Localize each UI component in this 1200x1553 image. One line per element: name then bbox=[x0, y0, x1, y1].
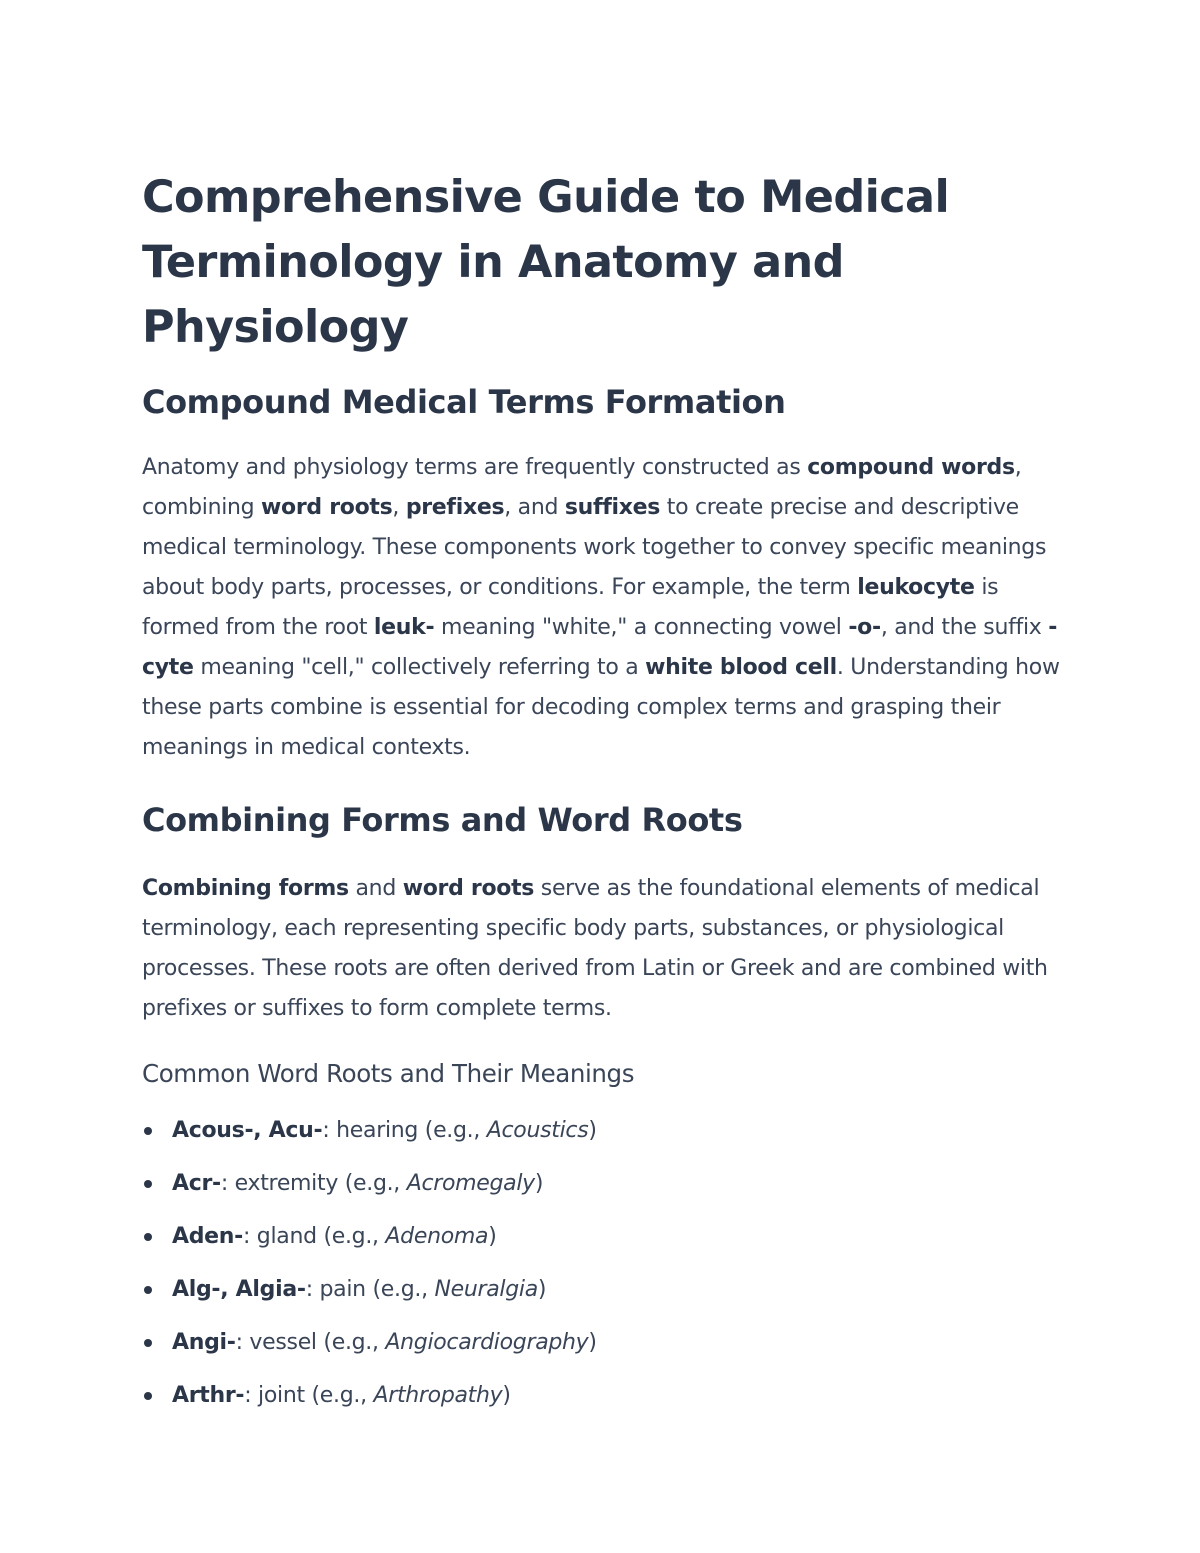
word-roots-list bbox=[142, 1111, 1072, 1416]
compound-terms-paragraph: Anatomy and physiology terms are frequently constructed as compound words, combining word roots, prefixes, and suffixes to create precise and descriptive medical terminology. These components work together to convey specific meanings about body parts, processes, or conditions. For example, the term leukocyte is formed from the root leuk- meaning "white," a connecting vowel -o-, and the suffix -cyte meaning "cell," collectively referring to a white blood cell. Understanding how these parts combine is essential for decoding complex terms and grasping their meanings in medical contexts. bbox=[142, 455, 1060, 760]
list-item: Acr-: extremity (e.g., Acromegaly) bbox=[142, 1164, 1072, 1204]
list-item: Alg-, Algia-: pain (e.g., Neuralgia) bbox=[142, 1270, 1072, 1310]
section-heading-compound-terms: Compound Medical Terms Formation bbox=[142, 383, 786, 421]
list-item: Angi-: vessel (e.g., Angiocardiography) bbox=[142, 1323, 1072, 1363]
page-title: Comprehensive Guide to Medical Terminology in Anatomy and Physiology bbox=[142, 172, 950, 353]
list-item: Aden-: gland (e.g., Adenoma) bbox=[142, 1217, 1072, 1257]
list-item: Acous-, Acu-: hearing (e.g., Acoustics) bbox=[142, 1111, 1072, 1151]
bullet-icon bbox=[144, 1127, 152, 1135]
bullet-icon bbox=[144, 1392, 152, 1400]
combining-forms-paragraph: Combining forms and word roots serve as the foundational elements of medical terminology, each representing specific body parts, substances, or physiological processes. These roots are often derived from Latin or Greek and are combined with prefixes or suffixes to form complete terms. bbox=[142, 876, 1048, 1021]
bullet-icon bbox=[144, 1286, 152, 1294]
section-heading-combining-forms: Combining Forms and Word Roots bbox=[142, 801, 743, 839]
document-content bbox=[142, 165, 1072, 1429]
list-item: Arthr-: joint (e.g., Arthropathy) bbox=[142, 1376, 1072, 1416]
bullet-icon bbox=[144, 1233, 152, 1241]
bullet-icon bbox=[144, 1339, 152, 1347]
subheading-common-word-roots: Common Word Roots and Their Meanings bbox=[142, 1059, 635, 1088]
bullet-icon bbox=[144, 1180, 152, 1188]
